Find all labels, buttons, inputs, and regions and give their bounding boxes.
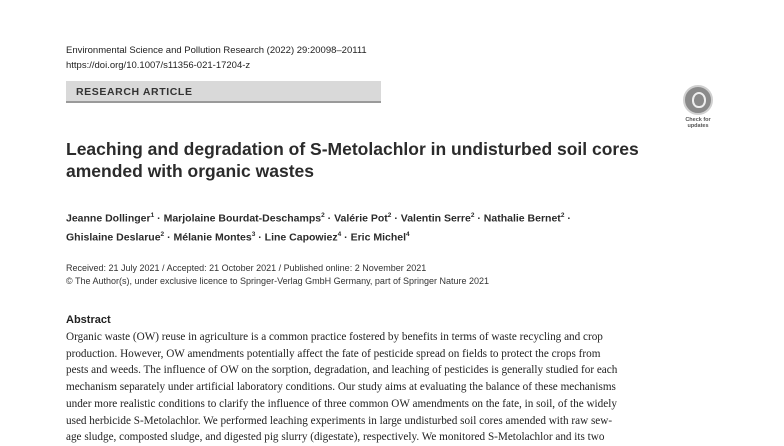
affiliation-number: 4 [337, 230, 342, 238]
dates-line: Received: 21 July 2021 / Accepted: 21 October 2021 / Published online: 2 November 2021 [66, 263, 427, 273]
abstract-line: used herbicide S-Metolachlor. We performed leaching experiments in large undisturbed soil cores amended with raw sew- [66, 414, 613, 427]
author-name: Nathalie Bernet [483, 212, 561, 225]
author-name: Valentin Serre [400, 212, 471, 225]
journal-header [66, 43, 367, 73]
abstract-line: Organic waste (OW) reuse in agriculture is a common practice fostered by benefits in terms of waste recycling and crop [66, 331, 603, 343]
affiliation-number: 3 [251, 230, 256, 238]
abstract-heading: Abstract [66, 314, 111, 326]
author-name: Valérie Pot [334, 212, 388, 225]
affiliation-number: 2 [387, 212, 392, 219]
publication-dates [66, 262, 489, 288]
article-title: Leaching and degradation of S-Metolachlor in undisturbed soil cores amended with organic wastes [66, 139, 639, 181]
affiliation-number: 2 [321, 212, 325, 219]
author-name: Jeanne Dollinger [66, 212, 151, 225]
journal-citation: Environmental Science and Pollution Research (2022) 29:20098–20111 [66, 45, 367, 56]
author-name: Line Capowiez [264, 231, 338, 243]
author-name: Mélanie Montes [173, 231, 252, 243]
article-type-label: RESEARCH ARTICLE [76, 86, 193, 98]
affiliation-number: 4 [406, 230, 410, 238]
author-name: Ghislaine Deslarue [66, 231, 161, 243]
author-name: Marjolaine Bourdat-Deschamps [163, 212, 322, 225]
abstract-line: production. However, OW amendments potentially affect the fate of pesticide spread on fields to protect the crops from [66, 347, 601, 360]
abstract-line: under more realistic conditions to clarify the influence of three common OW amendments on the fate, in soil, of the widely [66, 397, 617, 410]
author-list: Jeanne Dollinger$^1$ · Marjolaine Bourdat-Deschamps$^2$ · Valérie Pot$^2$ · Valentin Serre$^2$ · Nathalie Bernet$^2$ · Ghislaine Deslarue$^2$ · Mélanie Montes$^3$ · Line Capowiez$^4$ · Eric Michel$^4$ [66, 212, 571, 243]
copyright-line: © The Author(s), under exclusive licence to Springer-Verlag GmbH Germany, part of Springer Nature 2021 [66, 276, 489, 286]
affiliation-number: 2 [160, 230, 165, 238]
check-for-updates-badge[interactable] [679, 85, 717, 129]
abstract-line: age sludge, composted sludge, and digested pig slurry (digestate), respectively. We monitored S-Metolachlor and its two [66, 431, 605, 444]
author-name: Eric Michel [350, 231, 407, 243]
badge-text: Check for updates [685, 117, 711, 129]
abstract-line: pests and weeds. The influence of OW on the sorption, degradation, and leaching of pesticides is generally studied for each [66, 364, 618, 377]
check-for-updates-icon [683, 85, 713, 115]
article-type-banner [66, 81, 381, 103]
affiliation-number: 2 [470, 212, 475, 219]
affiliation-number: 1 [150, 212, 155, 219]
abstract-line: mechanism separately under artificial laboratory conditions. Our study aims at evaluating the balance of these mechanisms [66, 381, 616, 394]
abstract-text [66, 329, 718, 446]
doi-link[interactable]: https://doi.org/10.1007/s11356-021-17204-z [66, 60, 251, 71]
affiliation-number: 2 [560, 212, 565, 219]
